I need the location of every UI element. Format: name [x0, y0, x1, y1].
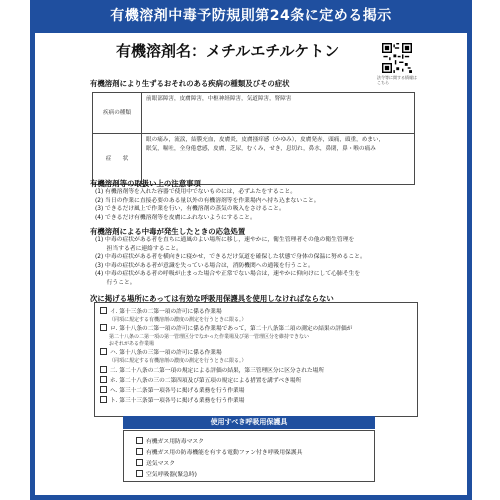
emergency-line: (3) 中毒の症状がある者が意識を失っている場合は，消防機関への通報を行うこと。	[95, 262, 314, 269]
handling-list	[95, 188, 420, 222]
handling-line: (3) できるだけ風上で作業を行い，有機溶剤の蒸気の吸入をさけること。	[95, 206, 285, 213]
checkbox[interactable]	[100, 376, 107, 383]
emergency-section-title: 有機溶剤による中毒が発生したときの応急処置	[90, 227, 246, 236]
emergency-line: (1) 中毒の症状がある者を直ちに通風のよい場所に移し，速やかに，衛生管理者その他の衛生管理を	[95, 237, 355, 243]
handling-line: (1) 有機溶剤等を入れた容器で使用中でないものには，必ずふたをすること。	[95, 189, 297, 195]
checkbox[interactable]	[100, 386, 107, 393]
emergency-line: (2) 中毒の症状がある者を横向きに寝かせ，できるだけ気道を確保した状態で身体の保温に努めること。	[95, 254, 366, 261]
symptom-value	[142, 134, 415, 185]
checkbox[interactable]	[136, 448, 143, 455]
symptom-label: 症 状	[93, 134, 142, 185]
ppe-item: 空気呼吸器(緊急時)	[136, 469, 197, 478]
handling-section-title: 有機溶剤等の取扱い上の注意事項	[90, 179, 201, 188]
solvent-name: 有機溶剤名：メチルエチルケトン	[116, 42, 340, 60]
checkbox[interactable]	[100, 366, 107, 373]
disease-type-label: 疾病の種類	[93, 93, 142, 134]
ppe-places-title: 次に掲げる場所にあっては有効な呼吸用保護具を使用しなければならない	[90, 294, 334, 303]
emergency-line: 行うこと。	[95, 279, 136, 286]
checkbox[interactable]	[136, 437, 143, 444]
symptom-row	[93, 134, 415, 185]
disease-section-title: 有機溶剤により生ずるおそれのある疾病の種類及びその症状	[90, 79, 290, 88]
handling-line: (2) 当日の作業に直接必要のある量以外の有機溶剤等を作業場内へ持ち込まないこと。	[95, 197, 320, 204]
ppe-place-item: ハ. 第十八条の三第一項の許可に係る作業場 （同項に規定する有機溶剤の濃度の測定を行うときに限る。）	[100, 348, 247, 365]
ppe-item: 送気マスク	[136, 458, 175, 467]
checkbox[interactable]	[136, 470, 143, 477]
qr-code-icon[interactable]	[382, 43, 412, 73]
ppe-place-item: ホ. 第二十八条の三の二第四項及び第五項の規定による措置を講ずべき場所	[100, 376, 301, 386]
checkbox[interactable]	[100, 396, 107, 403]
checkbox[interactable]	[100, 307, 107, 314]
header-title: 有機溶剤中毒予防規則第24条に定める掲示	[35, 0, 467, 33]
disease-table	[92, 92, 415, 185]
symptom-line: 眠気，嘔吐，全身倦怠感，皮膚，乏尿，むくみ，せき，息切れ，鼻水，鼻閉，鼻・喉の痛み	[146, 146, 376, 152]
ppe-place-item: ロ. 第十八条の二第一項の許可に係る作業場であって，第二十八条第二項の測定の結果の評価が 第二十八条の二第一項の第一管理区分でなかった作業場及び第一管理区分を維持できない おそれがある作業場	[100, 324, 352, 349]
emergency-line: (4) 中毒の症状がある者の呼吸が止まった場合や正常でない場合は，速やかに仰向けにして心肺そ生を	[95, 271, 361, 278]
ppe-item: 有機ガス用の防毒機能を有する電動ファン付き呼吸用保護具	[136, 447, 302, 456]
ppe-box-title: 使用すべき呼吸用保護具	[123, 416, 375, 429]
symptom-line: 眼の痛み，流涙，結膜充血，皮膚炎，皮膚掻痒感（かゆみ），皮膚発赤，頭痛，頭重，めまい，	[146, 137, 385, 143]
ppe-place-item: ト. 第三十三条第一項各号に掲げる業務を行う作業場	[100, 396, 244, 406]
emergency-line: 担当する者に連絡すること。	[95, 245, 182, 252]
product-code: 412534	[437, 487, 457, 493]
ppe-place-item: イ. 第十三条の二第一項の許可に係る作業場 （同項に規定する有機溶剤の濃度の測定を行うときに限る。）	[100, 307, 247, 324]
ppe-place-item: 二. 第二十八条の二第一項の規定による評価の結果，第三管理区分に区分された場所	[100, 366, 324, 376]
disease-type-row	[93, 93, 415, 134]
checkbox[interactable]	[100, 324, 107, 331]
ppe-item: 有機ガス用防毒マスク	[136, 436, 204, 445]
handling-line: (4) できるだけ有機溶剤等を皮膚にふれないようにすること。	[95, 214, 256, 221]
notice-sign	[30, 0, 472, 500]
checkbox[interactable]	[136, 459, 143, 466]
disease-type-value: 前眼部障害，皮膚障害，中枢神経障害，気道障害，腎障害	[142, 93, 415, 134]
checkbox[interactable]	[100, 348, 107, 355]
ppe-places-box	[94, 302, 418, 417]
ppe-box	[123, 430, 375, 482]
ppe-place-item: ヘ. 第三十二条第一項各号に掲げる業務を行う作業場	[100, 386, 244, 396]
qr-caption: 法令等に関する情報はこちら	[377, 75, 417, 85]
emergency-list	[95, 236, 420, 288]
